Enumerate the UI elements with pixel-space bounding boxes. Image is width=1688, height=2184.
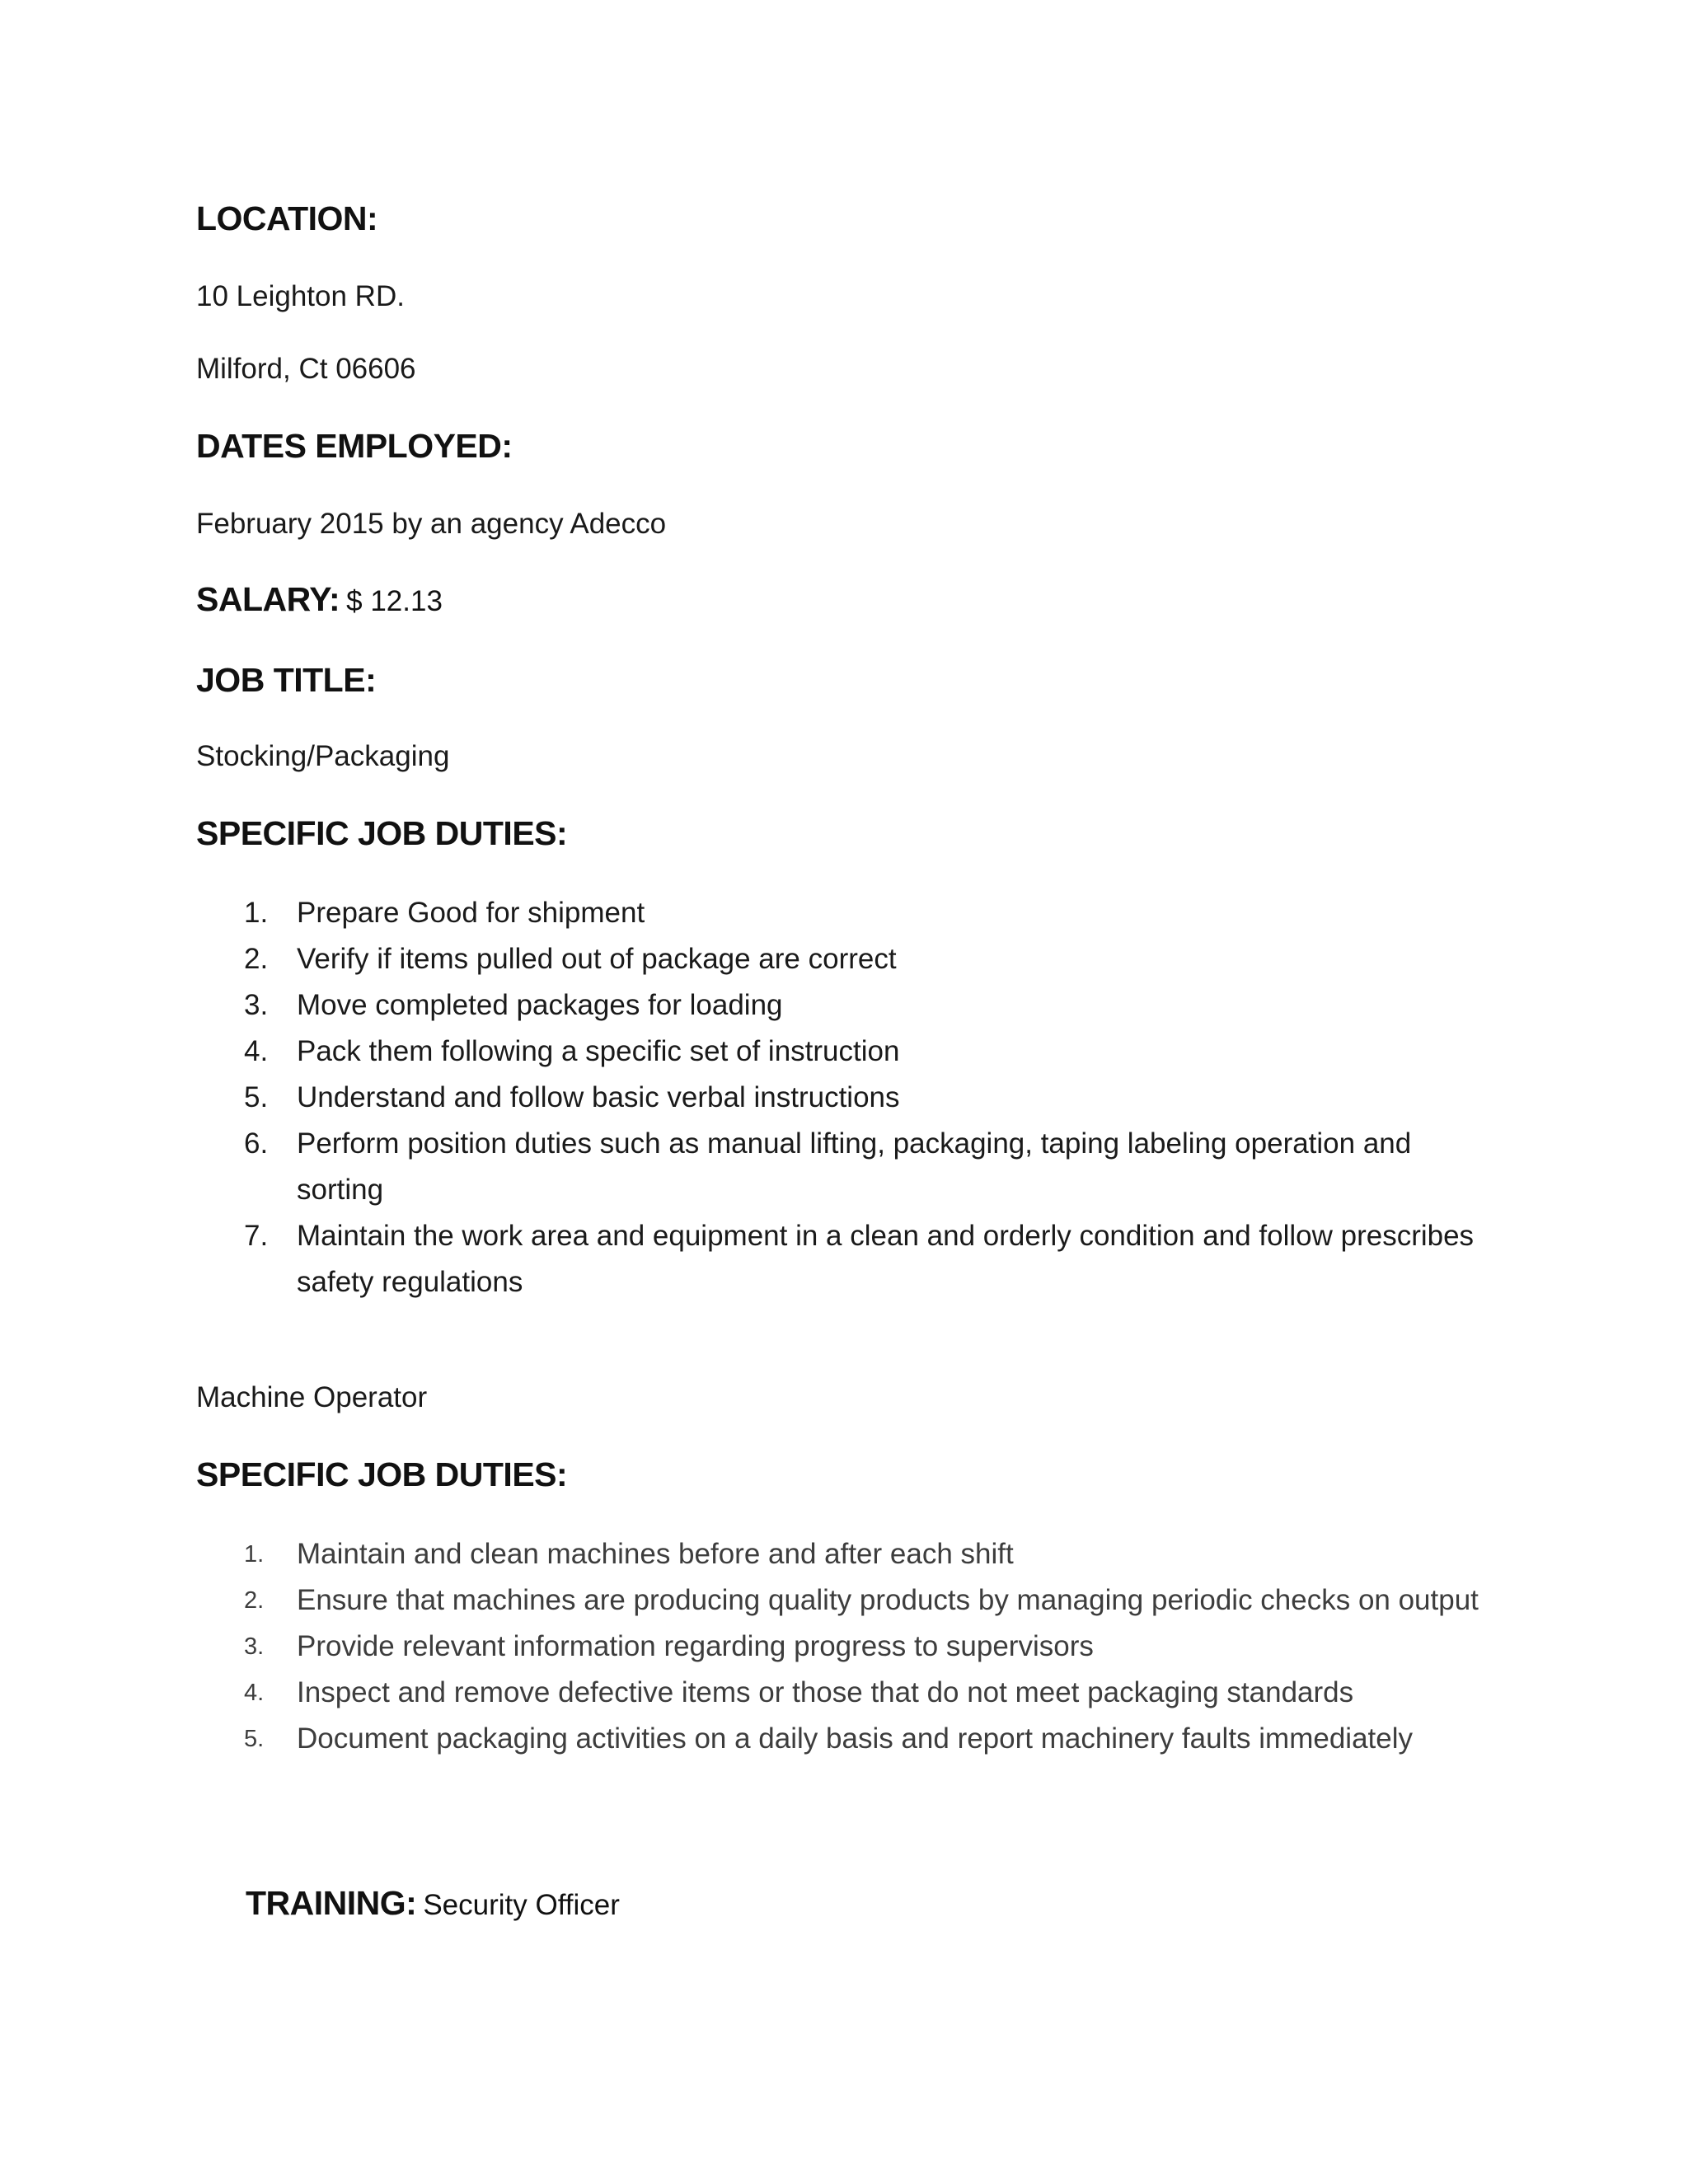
salary-value: $ 12.13 — [346, 585, 443, 617]
list-item: 5. Understand and follow basic verbal instructions — [244, 1081, 900, 1113]
training-row — [246, 1884, 620, 1923]
salary-heading: SALARY: — [196, 580, 340, 618]
list-item: 1. Prepare Good for shipment — [244, 897, 645, 929]
dates-employed-value: February 2015 by an agency Adecco — [196, 508, 667, 540]
location-heading: LOCATION: — [196, 199, 378, 237]
list-item: 3. Move completed packages for loading — [244, 989, 783, 1021]
list-item: 7. Maintain the work area and equipment in a clean and orderly condition and follow prescribes safety regulations — [244, 1220, 1475, 1298]
salary-row — [196, 580, 443, 619]
list-item: 1. Maintain and clean machines before and after each shift — [244, 1538, 1014, 1570]
job-title-heading: JOB TITLE: — [196, 661, 377, 699]
training-value: Security Officer — [423, 1889, 620, 1921]
duties-list-2 — [198, 1531, 1484, 1762]
address-line-2: Milford, Ct 06606 — [196, 353, 416, 385]
duties-heading-1: SPECIFIC JOB DUTIES: — [196, 814, 568, 852]
duties-heading-2: SPECIFIC JOB DUTIES: — [196, 1455, 568, 1493]
second-role-title: Machine Operator — [196, 1381, 428, 1413]
list-item: 2. Verify if items pulled out of package are correct — [244, 943, 897, 975]
list-item: 3. Provide relevant information regarding progress to supervisors — [244, 1630, 1094, 1662]
training-heading: TRAINING: — [246, 1884, 417, 1922]
list-item: 4. Inspect and remove defective items or those that do not meet packaging standards — [244, 1676, 1354, 1708]
list-item: 2. Ensure that machines are producing quality products by managing periodic checks on output — [244, 1584, 1479, 1616]
address-line-1: 10 Leighton RD. — [196, 280, 405, 312]
duties-list-1 — [198, 890, 1484, 1305]
dates-employed-heading: DATES EMPLOYED: — [196, 427, 513, 465]
list-item: 4. Pack them following a specific set of instruction — [244, 1035, 900, 1067]
list-item: 5. Document packaging activities on a daily basis and report machinery faults immediately — [244, 1722, 1413, 1755]
list-item: 6. Perform position duties such as manual lifting, packaging, taping labeling operation and sorting — [244, 1127, 1412, 1206]
job-title-value: Stocking/Packaging — [196, 740, 450, 772]
